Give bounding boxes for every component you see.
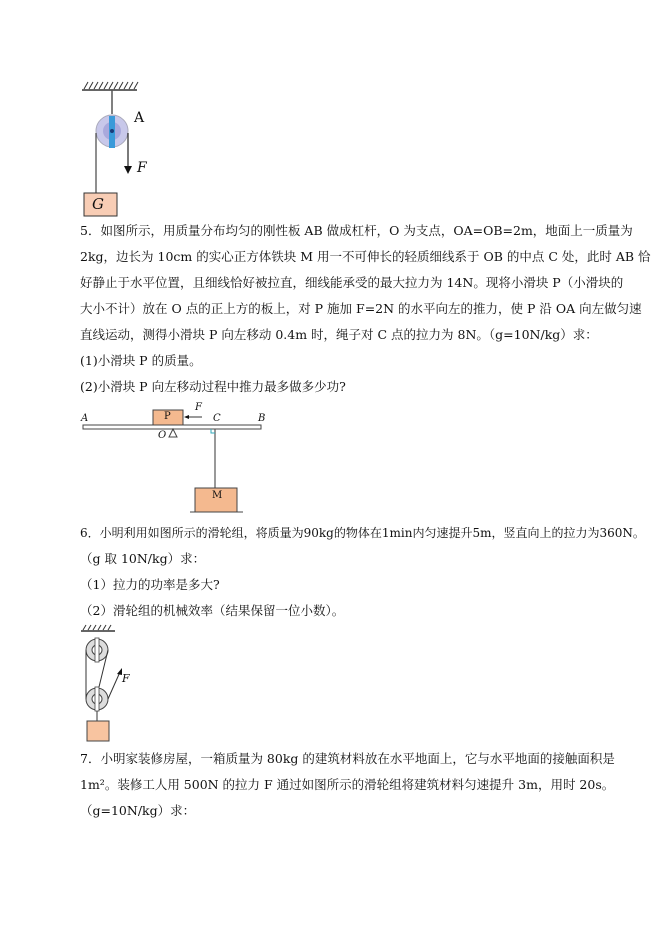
q5-line: 2kg，边长为 10cm 的实心正方体铁块 M 用一不可伸长的轻质细线系于 OB 的中点 C 处，此时 AB 恰	[80, 249, 651, 264]
q5-sub-question-2: (2)小滑块 P 向左移动过程中推力最多做多少功?	[80, 379, 346, 394]
pulley-label-a: A	[134, 110, 145, 126]
weight-label-g: G	[92, 195, 104, 213]
pulley-block-figure	[78, 624, 153, 744]
block-label-m: M	[212, 490, 223, 501]
q7-line: （g=10N/kg）求：	[80, 803, 196, 818]
pivot-label-o: O	[158, 430, 167, 441]
q6-line: 6．小明利用如图所示的滑轮组，将质量为90kg的物体在1min内匀速提升5m，竖直向上的拉力为360N。	[80, 526, 645, 540]
q6-sub-question-2: （2）滑轮组的机械效率（结果保留一位小数）。	[80, 603, 345, 618]
force-label-f: F	[137, 160, 147, 176]
force-label-f: F	[122, 672, 130, 685]
q7-line: 7．小明家装修房屋，一箱质量为 80kg 的建筑材料放在水平地面上，它与水平地面的接触面积是	[80, 751, 615, 766]
block-label-p: P	[164, 411, 171, 422]
q5-line: 好静止于水平位置，且细线恰好被拉直，细线能承受的最大拉力为 14N。现将小滑块 P（小滑块的	[80, 275, 624, 290]
q5-line: 直线运动，测得小滑块 P 向左移动 0.4m 时，绳子对 C 点的拉力为 8N。（g=10N/kg）求：	[80, 327, 598, 342]
q7-line: 1m²。装修工人用 500N 的拉力 F 通过如图所示的滑轮组将建筑材料匀速提升 3m，用时 20s。	[80, 777, 615, 792]
fixed-pulley-figure	[75, 78, 165, 218]
force-label-f: F	[195, 402, 202, 413]
q5-line: 5．如图所示，用质量分布均匀的刚性板 AB 做成杠杆，O 为支点，OA=OB=2m，地面上一质量为	[80, 223, 633, 238]
q6-line: （g 取 10N/kg）求：	[80, 551, 206, 566]
lever-label-a: A	[81, 413, 89, 424]
q5-sub-question-1: (1)小滑块 P 的质量。	[80, 353, 202, 368]
q6-sub-question-1: （1）拉力的功率是多大?	[80, 577, 220, 592]
lever-label-b: B	[258, 413, 266, 424]
lever-label-c: C	[213, 413, 221, 424]
q5-line: 大小不计）放在 O 点的正上方的板上，对 P 施加 F=2N 的水平向左的推力，使 P 沿 OA 向左做匀速	[80, 301, 642, 316]
lever-figure	[80, 405, 275, 515]
